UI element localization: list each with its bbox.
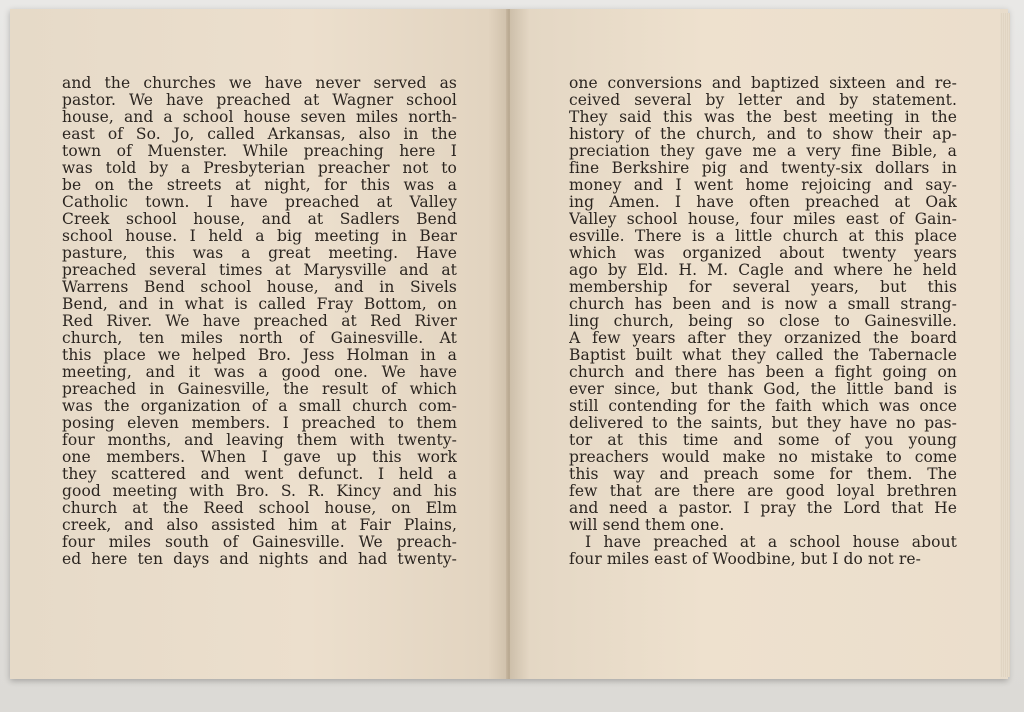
text-line: fine Berkshire pig and twenty-six dollars in — [569, 160, 957, 177]
right-page — [510, 9, 1000, 679]
text-line: They said this was the best meeting in the — [569, 109, 957, 126]
text-line: town of Muenster. While preaching here I — [62, 143, 457, 160]
right-page-text — [569, 75, 957, 568]
text-line: meeting, and it was a good one. We have — [62, 364, 457, 381]
text-line: church has been and is now a small strang- — [569, 296, 957, 313]
text-line: ling church, being so close to Gainesville. — [569, 313, 957, 330]
text-line: I have preached at a school house about — [585, 534, 957, 551]
text-line: preachers would make no mistake to come — [569, 449, 957, 466]
text-line: school house. I held a big meeting in Bear — [62, 228, 457, 245]
text-line: membership for several years, but this — [569, 279, 957, 296]
text-line: preciation they gave me a very fine Bible, a — [569, 143, 957, 160]
left-page — [10, 9, 508, 679]
text-line: Warrens Bend school house, and in Sivels — [62, 279, 457, 296]
text-line: church and there has been a fight going on — [569, 364, 957, 381]
text-line: house, and a school house seven miles north- — [62, 109, 457, 126]
text-line: was told by a Presbyterian preacher not to — [62, 160, 457, 177]
open-booklet — [10, 9, 1008, 679]
text-line: ed here ten days and nights and had twenty- — [62, 551, 457, 568]
text-line: still contending for the faith which was once — [569, 398, 957, 415]
text-line: Creek school house, and at Sadlers Bend — [62, 211, 457, 228]
text-line: which was organized about twenty years — [569, 245, 957, 262]
text-line: preached several times at Marysville and at — [62, 262, 457, 279]
text-line: Baptist built what they called the Tabernacle — [569, 347, 957, 364]
text-line: ever since, but thank God, the little band is — [569, 381, 957, 398]
text-line: ceived several by letter and by statement. — [569, 92, 957, 109]
text-line: A few years after they orzanized the board — [569, 330, 957, 347]
text-line: ago by Eld. H. M. Cagle and where he held — [569, 262, 957, 279]
text-line: one conversions and baptized sixteen and re- — [569, 75, 957, 92]
text-line: delivered to the saints, but they have no pas- — [569, 415, 957, 432]
text-line: four miles south of Gainesville. We preach- — [62, 534, 457, 551]
text-line: and the churches we have never served as — [62, 75, 457, 92]
text-line: this place we helped Bro. Jess Holman in a — [62, 347, 457, 364]
text-line: east of So. Jo, called Arkansas, also in the — [62, 126, 457, 143]
text-line: few that are there are good loyal brethren — [569, 483, 957, 500]
text-line: ing Amen. I have often preached at Oak — [569, 194, 957, 211]
text-line: church at the Reed school house, on Elm — [62, 500, 457, 517]
text-line: preached in Gainesville, the result of which — [62, 381, 457, 398]
text-line: pasture, this was a great meeting. Have — [62, 245, 457, 262]
text-line: pastor. We have preached at Wagner school — [62, 92, 457, 109]
text-line: they scattered and went defunct. I held a — [62, 466, 457, 483]
text-line: church, ten miles north of Gainesville. At — [62, 330, 457, 347]
left-page-text — [62, 75, 457, 568]
text-line: four miles east of Woodbine, but I do not re- — [569, 551, 922, 568]
text-line: this way and preach some for them. The — [569, 466, 957, 483]
text-line: was the organization of a small church com- — [62, 398, 457, 415]
text-line: money and I went home rejoicing and say- — [569, 177, 957, 194]
text-line: will send them one. — [569, 517, 725, 534]
text-line: Catholic town. I have preached at Valley — [62, 194, 457, 211]
page-edge — [1000, 13, 1010, 677]
text-line: creek, and also assisted him at Fair Plains, — [62, 517, 457, 534]
text-line: four months, and leaving them with twenty- — [62, 432, 457, 449]
text-line: good meeting with Bro. S. R. Kincy and his — [62, 483, 457, 500]
text-line: history of the church, and to show their ap- — [569, 126, 957, 143]
text-line: one members. When I gave up this work — [62, 449, 457, 466]
text-line: Valley school house, four miles east of Gain- — [569, 211, 957, 228]
text-line: esville. There is a little church at this place — [569, 228, 957, 245]
text-line: be on the streets at night, for this was a — [62, 177, 457, 194]
text-line: posing eleven members. I preached to them — [62, 415, 457, 432]
text-line: and need a pastor. I pray the Lord that He — [569, 500, 957, 517]
text-line: tor at this time and some of you young — [569, 432, 957, 449]
text-line: Red River. We have preached at Red River — [62, 313, 457, 330]
text-line: Bend, and in what is called Fray Bottom, on — [62, 296, 457, 313]
